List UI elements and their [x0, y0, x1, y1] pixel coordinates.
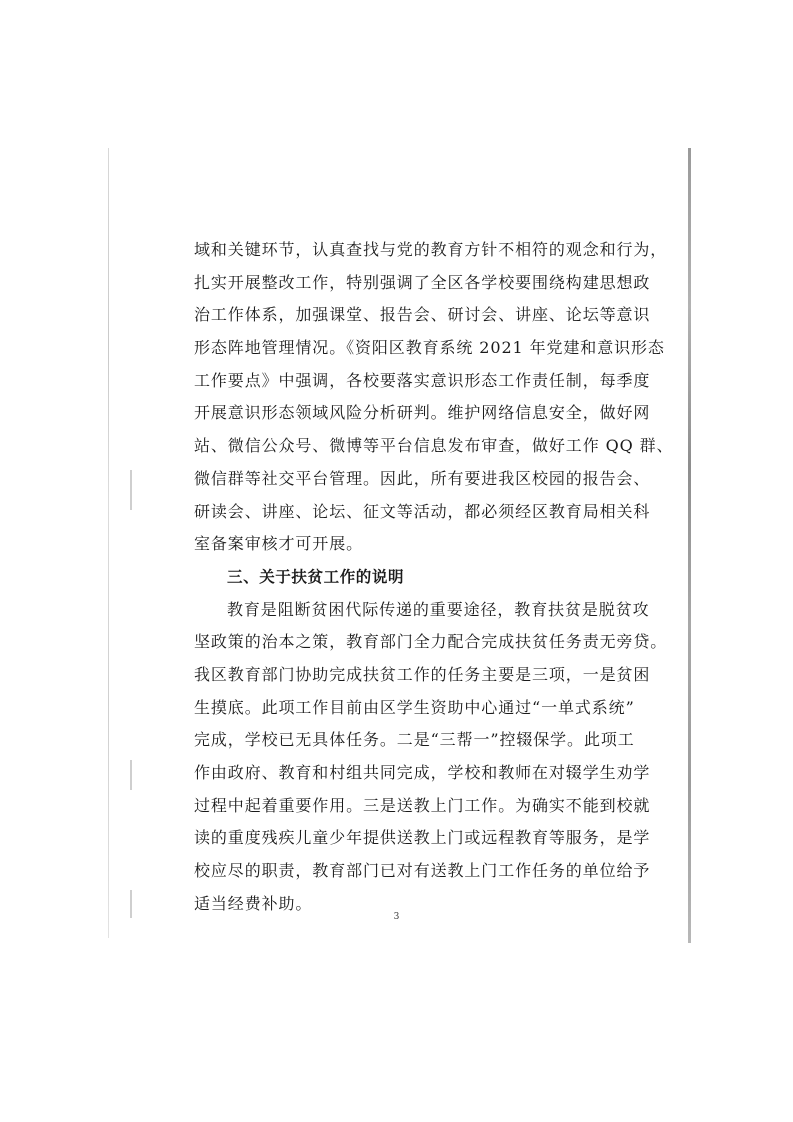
document-body — [194, 234, 674, 920]
paragraph-line: 过程中起着重要作用。三是送教上门工作。为确实不能到校就 — [194, 795, 651, 815]
paragraph-line: 读的重度残疾儿童少年提供送教上门或远程教育等服务，是学 — [194, 828, 651, 848]
page-edge-right — [688, 148, 691, 943]
page-edge-mark — [130, 470, 132, 510]
paragraph-line: 适当经费补助。 — [194, 893, 313, 913]
paragraph-line: 微信群等社交平台管理。因此，所有要进我区校园的报告会、 — [194, 468, 651, 488]
page-edge-mark — [130, 760, 132, 790]
page-edge-left — [108, 148, 109, 938]
section-heading: 三、关于扶贫工作的说明 — [227, 567, 405, 586]
paragraph-line: 治工作体系，加强课堂、报告会、研讨会、讲座、论坛等意识 — [194, 305, 651, 325]
paragraph-line: 教育是阻断贫困代际传递的重要途径，教育扶贫是脱贫攻 — [227, 599, 650, 619]
paragraph-line: 室备案审核才可开展。 — [194, 534, 364, 554]
paragraph-line: 校应尽的职责，教育部门已对有送教上门工作任务的单位给予 — [194, 861, 651, 881]
paragraph-line: 生摸底。此项工作目前由区学生资助中心通过“一单式系统” — [194, 697, 635, 717]
paragraph-line: 完成，学校已无具体任务。二是“三帮一”控辍保学。此项工 — [194, 730, 635, 750]
paragraph-line: 我区教育部门协助完成扶贫工作的任务主要是三项，一是贫困 — [194, 664, 651, 684]
paragraph-line: 扎实开展整改工作，特别强调了全区各学校要围绕构建思想政 — [194, 272, 651, 292]
paragraph-line: 域和关键环节，认真查找与党的教育方针不相符的观念和行为， — [194, 240, 668, 259]
paragraph-line: 作由政府、教育和村组共同完成，学校和教师在对辍学生劝学 — [194, 763, 651, 782]
paragraph-line: 形态阵地管理情况。《资阳区教育系统 2021 年党建和意识形态 — [194, 338, 665, 358]
page-number: 3 — [393, 912, 400, 922]
paragraph-line: 站、微信公众号、微博等平台信息发布审查，做好工作 QQ 群、 — [194, 436, 674, 456]
paragraph-line: 坚政策的治本之策，教育部门全力配合完成扶贫任务责无旁贷。 — [194, 632, 668, 652]
paragraph-line: 工作要点》中强调，各校要落实意识形态工作责任制，每季度 — [194, 370, 651, 390]
paragraph-line: 研读会、讲座、论坛、征文等活动，都必须经区教育局相关科 — [194, 501, 651, 521]
paragraph-line: 开展意识形态领域风险分析研判。维护网络信息安全，做好网 — [194, 403, 651, 423]
